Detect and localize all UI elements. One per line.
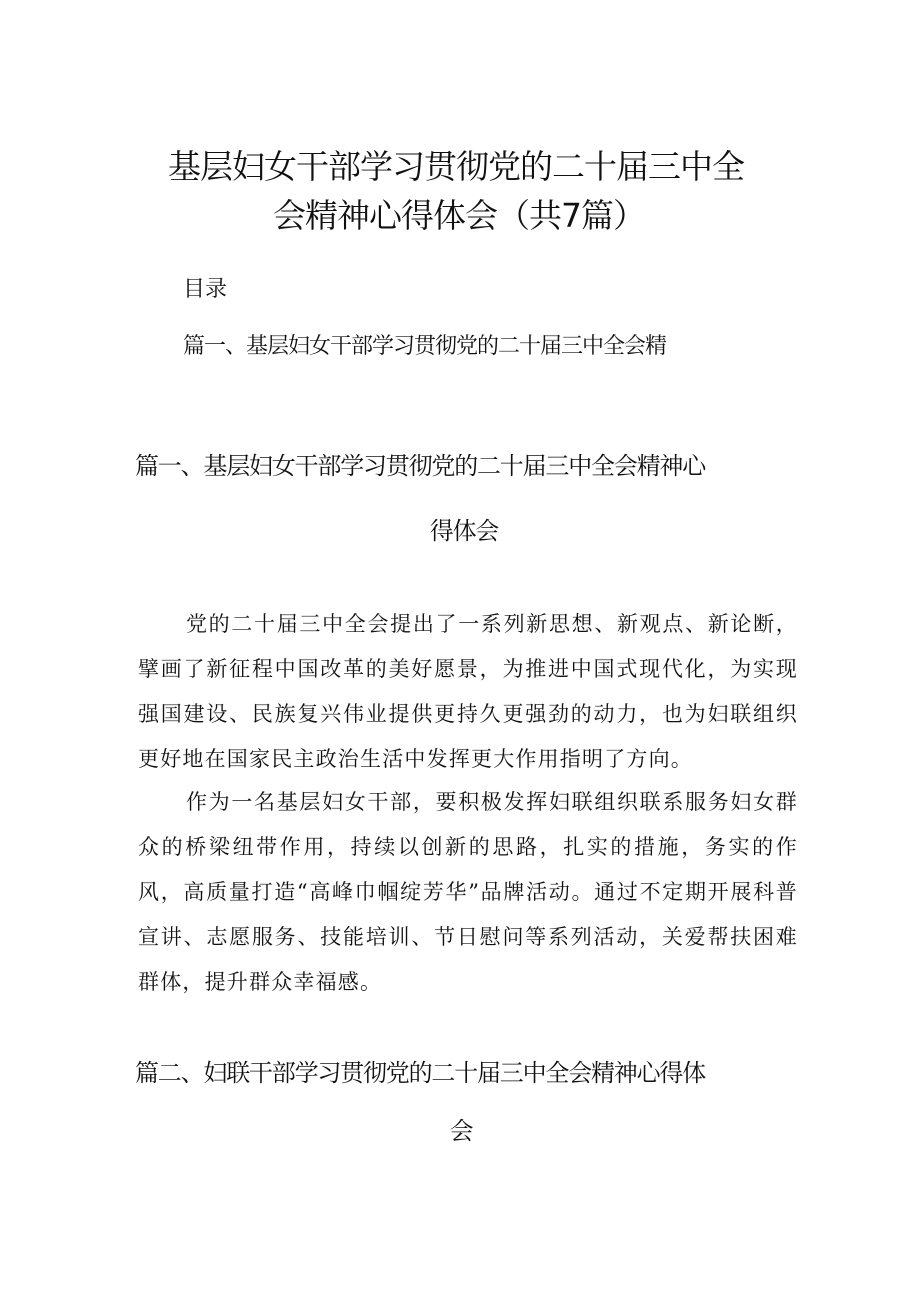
document-title-line-1: 基层妇女干部学习贯彻党的二十届三中全	[168, 147, 744, 186]
section-1-paragraph-1: 党的二十届三中全会提出了一系列新思想、新观点、新论断，擘画了新征程中国改革的美好愿景，为推进中国式现代化，为实现强国建设、民族复兴伟业提供更持久更强劲的动力，也为妇联组织更好地在国家民主政治生活中发挥更大作用指明了方向。	[138, 612, 798, 771]
section-1-heading-line-1: 篇一、基层妇女干部学习贯彻党的二十届三中全会精神心	[135, 452, 705, 480]
section-2-heading-line-1: 篇二、妇联干部学习贯彻党的二十届三中全会精神心得体	[135, 1059, 705, 1087]
toc-label: 目录	[183, 277, 228, 302]
document-title-line-2: 会精神心得体会（共7篇）	[273, 196, 645, 235]
toc-item[interactable]: 篇一、基层妇女干部学习贯彻党的二十届三中全会精	[183, 334, 667, 359]
section-1-paragraph-2: 作为一名基层妇女干部，要积极发挥妇联组织联系服务妇女群众的桥梁纽带作用，持续以创新的思路，扎实的措施，务实的作风，高质量打造“高峰巾帼绽芳华”品牌活动。通过不定期开展科普宣讲、志愿服务、技能培训、节日慰问等系列活动，关爱帮扶困难群体，提升群众幸福感。	[138, 790, 798, 994]
section-2-heading-line-2: 会	[449, 1117, 473, 1145]
section-1-heading-line-2: 得体会	[429, 517, 499, 545]
